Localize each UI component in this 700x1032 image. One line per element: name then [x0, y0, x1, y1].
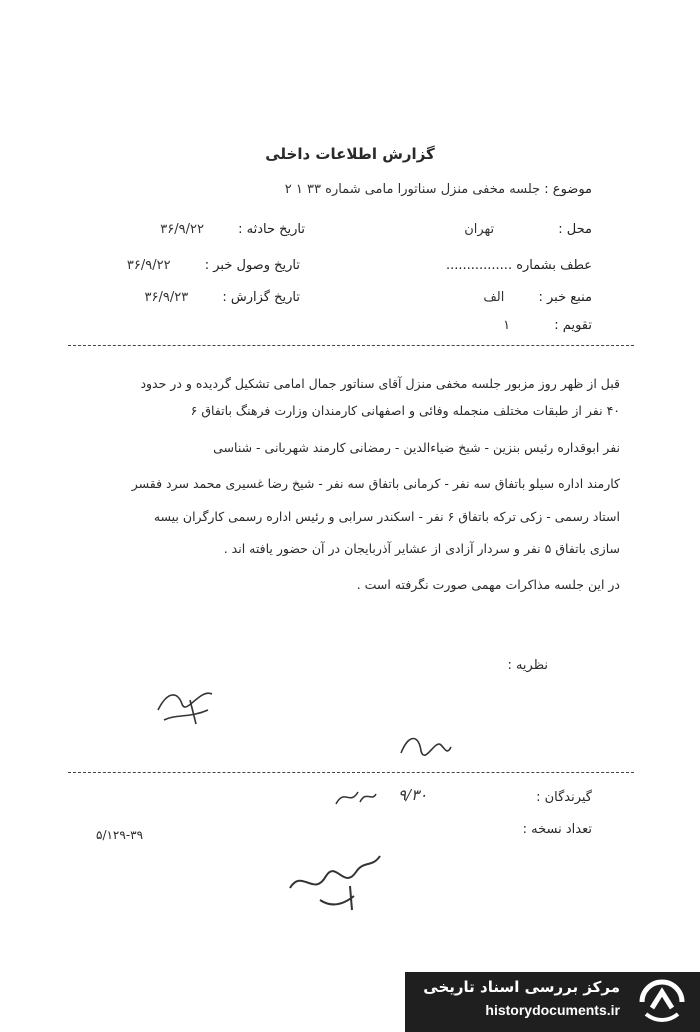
handwritten-note-mark	[330, 782, 380, 812]
source-label: منبع خبر :	[538, 290, 592, 305]
place-value: تهران	[464, 222, 495, 237]
receipt-date-label: تاریخ وصول خبر :	[204, 258, 300, 273]
report-date-label: تاریخ گزارش :	[222, 290, 300, 305]
evaluation-value: ۱	[503, 318, 511, 333]
watermark-bar	[405, 972, 700, 1032]
handwritten-scrawl-mark	[280, 838, 400, 918]
footer-divider	[68, 772, 634, 773]
incident-date-value: ۳۶/۹/۲۲	[160, 222, 204, 237]
evaluation-label: تقویم :	[554, 318, 592, 333]
body-line-7: در این جلسه مذاکرات مهمی صورت نگرفته است .	[356, 577, 620, 592]
copies-label: تعداد نسخه :	[522, 822, 592, 837]
incident-date-label: تاریخ حادثه :	[238, 222, 305, 237]
subject-field	[285, 182, 592, 197]
subject-label: موضوع :	[544, 182, 592, 197]
watermark-title: مرکز بررسی اسناد تاریخی	[423, 978, 620, 996]
receipt-date-field	[127, 258, 300, 273]
watermark-logo-icon	[636, 978, 688, 1026]
handwritten-signature-mark	[395, 725, 455, 770]
body-line-4: کارمند اداره سیلو باتفاق سه نفر - کرمانی باتفاق سه نفر - شیخ رضا غسیری محمد سرد فقسر	[131, 476, 620, 491]
report-title: گزارش اطلاعات داخلی	[265, 145, 435, 163]
recipients-note: ۹/۳۰	[398, 786, 428, 804]
place-field	[464, 222, 592, 237]
document-code: ۵/۱۲۹-۳۹	[96, 828, 144, 842]
incident-date-field	[160, 222, 305, 237]
body-line-1: قبل از ظهر روز مزبور جلسه مخفی منزل آقای سناتور جمال امامی تشکیل گردیده و در حدود	[140, 376, 620, 391]
reference-field	[446, 258, 592, 273]
source-field	[483, 290, 592, 305]
reference-label: عطف بشماره ................	[445, 258, 592, 273]
source-value: الف	[483, 290, 505, 305]
receipt-date-value: ۳۶/۹/۲۲	[126, 258, 171, 273]
report-date-field	[145, 290, 300, 305]
header-divider	[68, 345, 634, 346]
recipients-label: گیرندگان :	[536, 790, 592, 805]
subject-value: جلسه مخفی منزل سناتورا مامی شماره ۳۳ ۱ ۲	[284, 182, 541, 197]
body-line-6: سازی باتفاق ۵ نفر و سردار آزادی از عشایر آذربایجان در آن حضور یافته اند .	[223, 541, 620, 556]
comment-label: نظریه :	[507, 658, 548, 673]
place-label: محل :	[558, 222, 592, 237]
evaluation-field	[503, 318, 592, 333]
watermark-url[interactable]: historydocuments.ir	[485, 1002, 620, 1018]
body-line-5: استاد رسمی - زکی ترکه باتفاق ۶ نفر - اسکندر سرابی و رئیس اداره رسمی کارگران بیسه	[153, 509, 620, 524]
handwritten-initials-mark	[150, 680, 230, 730]
report-date-value: ۳۶/۹/۲۳	[144, 290, 189, 305]
body-line-3: نفر ابوقداره رئیس بنزین - شیخ ضیاءالدین - رمضانی کارمند شهربانی - شناسی	[213, 440, 620, 455]
body-line-2: ۴۰ نفر از طبقات مختلف منجمله وفائی و اصفهانی کارمندان وزارت فرهنگ باتفاق ۶	[190, 403, 620, 418]
